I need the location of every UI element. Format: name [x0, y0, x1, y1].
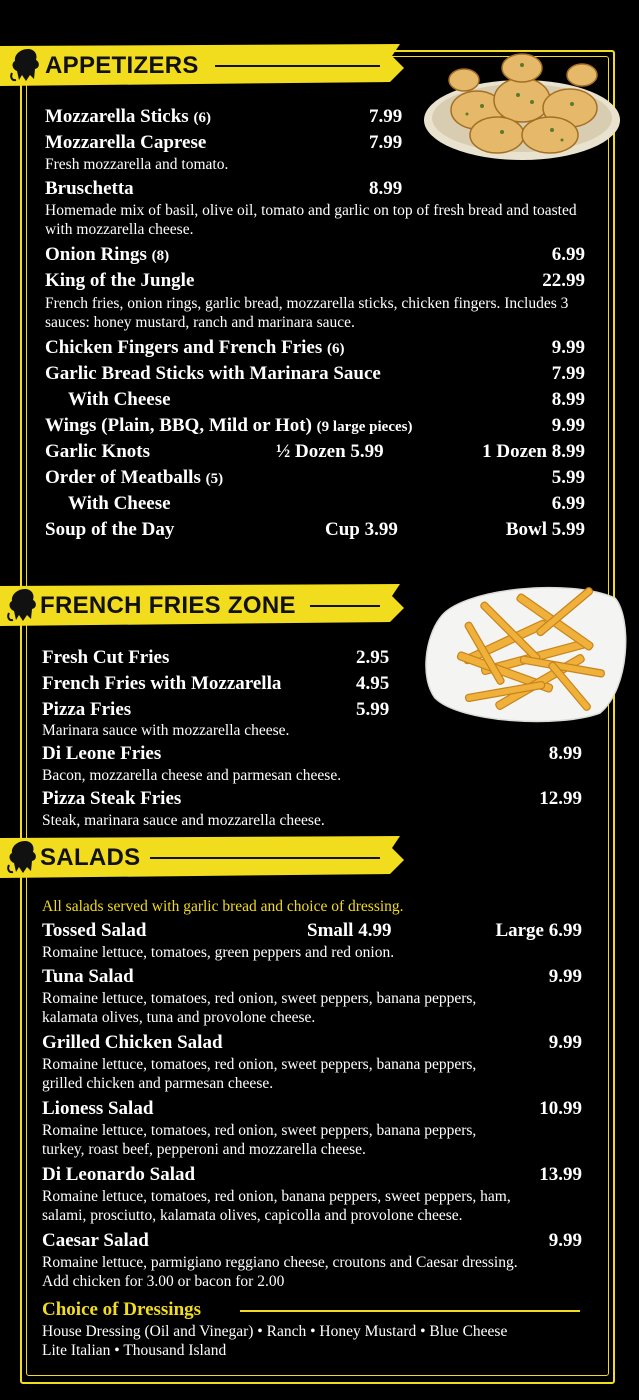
menu-item-name: Order of Meatballs (5)	[45, 467, 224, 488]
menu-item-desc: Romaine lettuce, parmigiano reggiano cheese, croutons and Caesar dressing. Add chicken for 3.00 or bacon for 2.00	[42, 1254, 518, 1290]
menu-item-name: Bruschetta	[45, 178, 134, 199]
menu-item-price: 22.99	[542, 270, 585, 291]
menu-item-price: 5.99	[356, 699, 390, 720]
menu-item-price: 9.99	[551, 337, 585, 358]
menu-item-price: 10.99	[539, 1098, 582, 1119]
menu-item-price: Bowl 5.99	[505, 519, 585, 540]
menu-item-desc: Marinara sauce with mozzarella cheese.	[42, 722, 290, 739]
menu-item-price: 9.99	[551, 415, 585, 436]
menu-item-name: Caesar Salad	[42, 1230, 149, 1251]
menu-item-name: Chicken Fingers and French Fries (6)	[45, 337, 345, 358]
menu-item-price: 1 Dozen 8.99	[482, 441, 585, 462]
menu-item-name: Tossed Salad	[42, 920, 147, 941]
menu-item-desc: Fresh mozzarella and tomato.	[45, 156, 229, 173]
dressings-title: Choice of Dressings	[42, 1299, 202, 1320]
menu-item-desc: French fries, onion rings, garlic bread, mozzarella sticks, chicken fingers. Includes 3 sauces: honey mustard, ranch and marinara sauce.	[45, 295, 569, 331]
menu-item-price: 8.99	[551, 389, 585, 410]
fries-banner	[0, 580, 410, 630]
salads-title: SALADS	[40, 844, 141, 871]
menu-item-price: 6.99	[551, 493, 585, 514]
menu-item-price: Large 6.99	[495, 920, 582, 941]
menu-item-name: Lioness Salad	[42, 1098, 154, 1119]
menu-item-price: 5.99	[551, 467, 585, 488]
menu-item-price: 6.99	[551, 244, 585, 265]
menu-item-name: Grilled Chicken Salad	[42, 1032, 223, 1053]
garlic-knots-photo	[422, 40, 622, 165]
menu-item-name: Pizza Steak Fries	[42, 788, 182, 809]
menu-item-desc: Romaine lettuce, tomatoes, red onion, sweet peppers, banana peppers, turkey, roast beef, pepperoni and mozzarella cheese.	[42, 1122, 477, 1158]
menu-item-name: King of the Jungle	[45, 270, 195, 291]
salads-banner	[0, 832, 410, 882]
menu-item-price: 12.99	[539, 788, 582, 809]
menu-item-desc: Bacon, mozzarella cheese and parmesan cheese.	[42, 767, 342, 784]
french-fries-photo	[420, 578, 630, 728]
menu-item-desc: Romaine lettuce, tomatoes, red onion, sweet peppers, banana peppers, grilled chicken and parmesan cheese.	[42, 1056, 477, 1092]
menu-item-price: Small 4.99	[307, 920, 392, 941]
menu-item-name: Di Leone Fries	[42, 743, 162, 764]
appetizers-title: APPETIZERS	[45, 52, 199, 79]
lion-icon	[8, 45, 42, 85]
menu-item-price: 8.99	[369, 178, 403, 199]
menu-item-name: Fresh Cut Fries	[42, 647, 170, 668]
dressings-divider	[240, 1310, 580, 1312]
salads-note: All salads served with garlic bread and choice of dressing.	[42, 898, 404, 915]
menu-item-price: 2.95	[356, 647, 390, 668]
menu-item-name: Onion Rings (8)	[45, 244, 170, 265]
menu-item-price: 9.99	[548, 966, 582, 987]
menu-item-name: Pizza Fries	[42, 699, 132, 720]
menu-item-name: Wings (Plain, BBQ, Mild or Hot) (9 large pieces)	[45, 415, 413, 436]
menu-item-price: 9.99	[548, 1230, 582, 1251]
menu-item-price: 9.99	[548, 1032, 582, 1053]
menu-item-desc: Steak, marinara sauce and mozzarella cheese.	[42, 812, 325, 829]
menu-item-price: 4.95	[356, 673, 390, 694]
menu-item-price: 7.99	[369, 106, 403, 127]
appetizers-banner	[0, 40, 410, 90]
menu-item-price: Cup 3.99	[325, 519, 398, 540]
menu-item-price: 8.99	[548, 743, 582, 764]
menu-item-name: Tuna Salad	[42, 966, 134, 987]
menu-item-name: Mozzarella Caprese	[45, 132, 207, 153]
lion-icon	[5, 585, 39, 625]
lion-icon	[5, 837, 39, 877]
dressings-list: House Dressing (Oil and Vinegar) • Ranch • Honey Mustard • Blue Cheese Lite Italian • Thousand Island	[42, 1323, 508, 1359]
menu-item-name: Mozzarella Sticks (6)	[45, 106, 211, 127]
menu-item-name: With Cheese	[68, 389, 171, 410]
menu-item-name: Di Leonardo Salad	[42, 1164, 196, 1185]
menu-item-price: 7.99	[369, 132, 403, 153]
menu-item-price: 7.99	[551, 363, 585, 384]
menu-item-name: Garlic Knots	[45, 441, 151, 462]
menu-item-price: ½ Dozen 5.99	[276, 441, 384, 462]
menu-item-name: Soup of the Day	[45, 519, 175, 540]
menu-item-name: With Cheese	[68, 493, 171, 514]
menu-item-desc: Romaine lettuce, tomatoes, red onion, banana peppers, sweet peppers, ham, salami, prosciutto, kalamata olives, capicolla and provolone cheese.	[42, 1188, 511, 1224]
menu-item-desc: Romaine lettuce, tomatoes, red onion, sweet peppers, banana peppers, kalamata olives, tuna and provolone cheese.	[42, 990, 477, 1026]
fries-title: FRENCH FRIES ZONE	[40, 592, 296, 619]
menu-item-desc: Romaine lettuce, tomatoes, green peppers and red onion.	[42, 944, 395, 961]
menu-item-name: Garlic Bread Sticks with Marinara Sauce	[45, 363, 381, 384]
menu-item-desc: Homemade mix of basil, olive oil, tomato and garlic on top of fresh bread and toasted with mozzarella cheese.	[45, 202, 577, 238]
menu-item-price: 13.99	[539, 1164, 582, 1185]
menu-item-name: French Fries with Mozzarella	[42, 673, 282, 694]
